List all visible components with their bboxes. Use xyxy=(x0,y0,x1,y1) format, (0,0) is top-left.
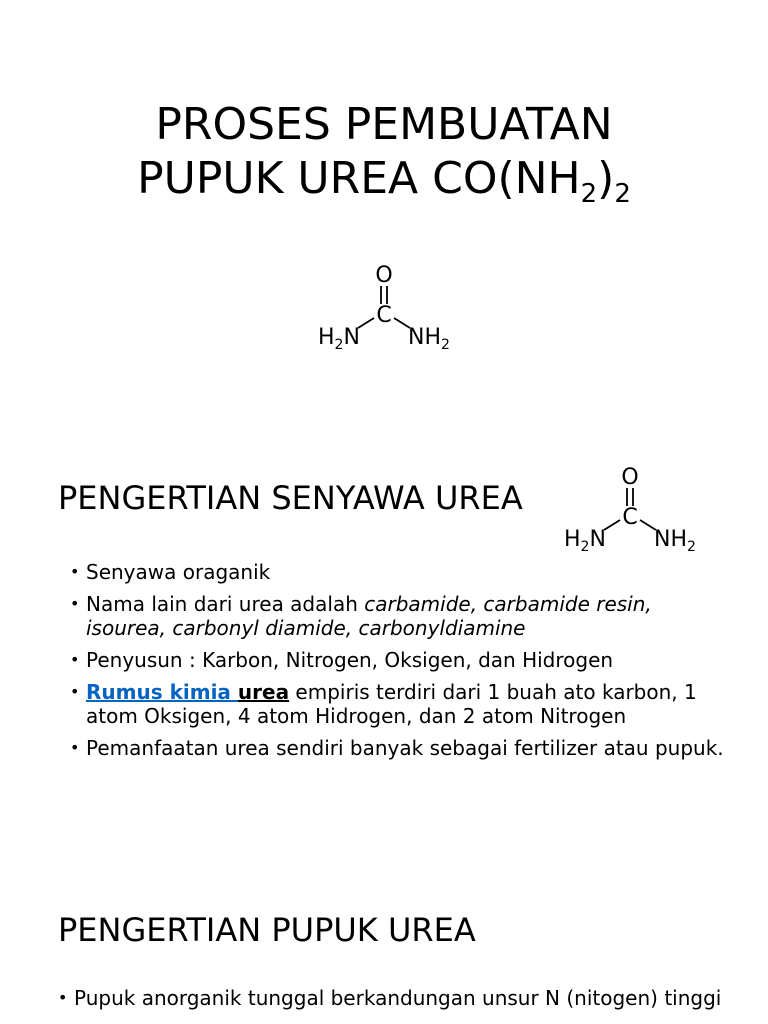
slide-title xyxy=(0,98,768,209)
bullet-text: Penyusun : Karbon, Nitrogen, Oksigen, dan Hidrogen xyxy=(86,648,614,672)
title-subscript-1: 2 xyxy=(580,179,598,209)
list-item xyxy=(58,986,738,1010)
bond-left xyxy=(604,520,620,530)
list-item xyxy=(70,736,730,760)
right-amine-group: $NH_2$ xyxy=(408,325,450,353)
left-amine-group: $H_2N$ xyxy=(318,325,360,353)
rumus-kimia-link[interactable]: Rumus kimia xyxy=(86,680,238,704)
atom-carbon: C xyxy=(376,303,392,328)
pupuk-urea-bullet-list xyxy=(58,986,738,1018)
bullet-italic-text: carbamide, carbamide resin, isourea, carbonyl diamide, carbonyldiamine xyxy=(86,592,652,640)
urea-link-text[interactable]: urea xyxy=(237,680,290,704)
title-formula-close: ) xyxy=(597,153,615,204)
bond-left xyxy=(358,318,374,328)
bullet-icon: • xyxy=(70,738,80,757)
title-line-2 xyxy=(137,153,631,209)
bullet-text: empiris terdiri dari 1 buah ato karbon, 1 atom Oksigen, 4 atom Hidrogen, dan 2 atom Nitrogen xyxy=(86,680,697,728)
bullet-icon: • xyxy=(70,594,80,613)
atom-oxygen: O xyxy=(375,263,393,288)
bullet-text: Senyawa oraganik xyxy=(86,560,271,584)
bullet-icon: • xyxy=(58,988,68,1007)
heading-pengertian-senyawa-urea: PENGERTIAN SENYAWA UREA xyxy=(58,479,523,517)
right-amine-group: $NH_2$ xyxy=(654,527,696,555)
title-formula-prefix: PUPUK UREA CO(NH xyxy=(137,153,581,204)
urea-structure-diagram-small xyxy=(560,460,702,556)
title-line-1: PROSES PEMBUATAN xyxy=(155,99,613,150)
left-amine-group: $H_2N$ xyxy=(564,527,606,555)
list-item xyxy=(70,560,730,584)
list-item xyxy=(70,680,730,728)
list-item xyxy=(70,648,730,672)
bullet-icon: • xyxy=(70,650,80,669)
atom-oxygen: O xyxy=(621,465,639,490)
bullet-text: Nama lain dari urea adalah xyxy=(86,592,365,616)
senyawa-urea-bullet-list xyxy=(70,560,730,768)
bullet-text: Pupuk anorganik tunggal berkandungan unsur N (nitogen) tinggi xyxy=(74,986,722,1010)
urea-structure-diagram xyxy=(314,258,456,354)
title-subscript-2: 2 xyxy=(614,179,631,209)
bullet-icon: • xyxy=(70,682,80,701)
bullet-icon: • xyxy=(70,562,80,581)
atom-carbon: C xyxy=(622,505,638,530)
heading-pengertian-pupuk-urea: PENGERTIAN PUPUK UREA xyxy=(58,911,476,949)
bullet-text: Pemanfaatan urea sendiri banyak sebagai fertilizer atau pupuk. xyxy=(86,736,724,760)
list-item xyxy=(70,592,730,640)
